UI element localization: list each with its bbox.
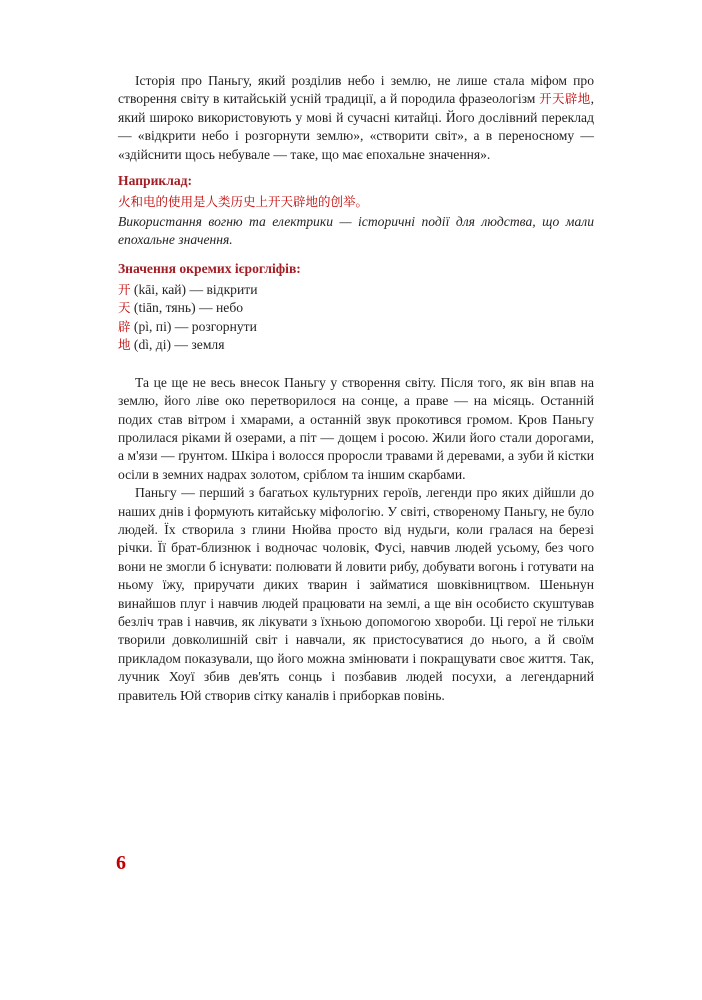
example-translation: Використання вогню та електрики — історичні події для людства, що мали епохальне значення. [118, 213, 594, 248]
glyph-item [118, 281, 594, 299]
intro-text-before: Історія про Паньгу, який розділив небо і землю, не лише стала міфом про створення світу в китайській усній традиції, а й породила фразеологізм [118, 73, 594, 107]
intro-text-after: , який широко використовують у мові й сучасні китайці. Його дослівний переклад — «відкрити небо і розгорнути землю», «створити світ», а в переносному — «здійснити щось небувале — таке, що має епохальне значення». [118, 91, 594, 162]
glyph-char: 地 [118, 337, 131, 353]
glyph-item [118, 318, 594, 336]
glyph-char: 开 [118, 282, 131, 298]
glyph-item [118, 336, 594, 354]
glyph-list [118, 281, 594, 355]
glyph-char: 天 [118, 300, 131, 316]
glyphs-heading: Значення окремих ієрогліфів: [118, 260, 301, 276]
glyph-reading: (tiān, тянь) — небо [130, 300, 244, 316]
paragraph-intro [118, 72, 594, 164]
page-content [118, 72, 594, 705]
glyph-reading: (dì, ді) — земля [130, 337, 225, 353]
section-gap [118, 355, 594, 374]
paragraph-body-2: Паньгу — перший з багатьох культурних героїв, легенди про яких дійшли до наших днів і формують китайську міфологію. У світі, створеному Паньгу, не було людей. Їх створила з глини Нюйва просто від нудьги, коли гралася на березі річки. Її брат-близнюк і водночас чоловік, Фусі, навчив людей усьому, без чого вони не змогли б існувати: полювати й ловити рибу, добувати вогонь і готувати на ньому їжу, приручати диких тварин і займатися шовківництвом. Шеньнун винайшов плуг і навчив людей працювати на землі, а ще він особисто скуштував безліч трав і навчив, як лікувати з їхньою допомогою хвороби. Ці герої не тільки творили довколишній світ і навчали, як пристосуватися до нього, а й своїм прикладом показували, що його можна змінювати і покращувати своє життя. Так, лучник Хоуї збив дев'ять сонць і позбавив людей посухи, а легендарний правитель Юй створив сітку каналів і приборкав повінь. [118, 485, 594, 703]
paragraph-body-1: Та це ще не весь внесок Паньгу у створення світу. Після того, як він впав на землю, його ліве око перетворилося на сонце, а праве — на місяць. Останній подих став вітром і хмарами, а останній звук прокотився громом. Кров Паньгу пролилася ріками й озерами, а піт — дощем і росою. Жили його стали дорогами, а м'язи — ґрунтом. Шкіра і волосся проросли травами й деревами, а зуби й кістки осіли в земних надрах золотом, сріблом та іншим скарбами. [118, 374, 594, 482]
glyph-char: 辟 [118, 318, 131, 334]
glyph-reading: (pì, пі) — розгорнути [130, 318, 257, 334]
page-number: 6 [116, 852, 126, 874]
example-heading: Наприклад: [118, 173, 193, 189]
example-chinese-sentence: 火和电的使用是人类历史上开天辟地的创举。 [118, 194, 369, 210]
glyph-item [118, 299, 594, 317]
idiom-highlight: 开天辟地 [539, 91, 591, 107]
glyph-reading: (kāi, кай) — відкрити [130, 282, 258, 298]
